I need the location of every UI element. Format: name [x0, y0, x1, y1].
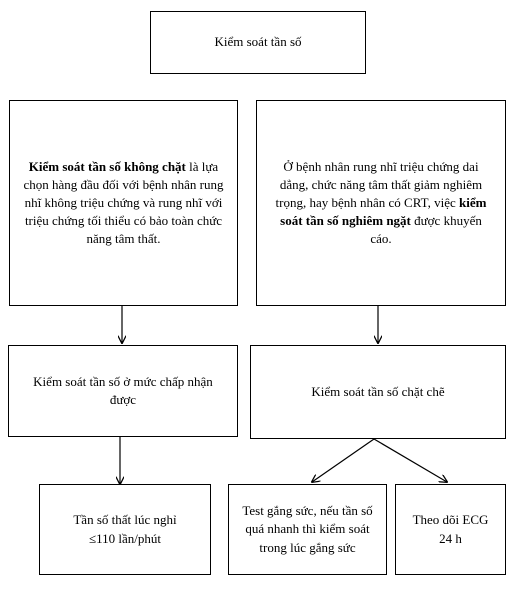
box-strict-rate-control — [250, 345, 506, 439]
box-resting-heart-rate — [39, 484, 211, 575]
arrow-right-mid-to-bottom-a — [312, 439, 374, 482]
box-ecg-monitoring — [395, 484, 506, 575]
box-strict-rate-control-text: Kiểm soát tần số chặt chẽ — [311, 383, 445, 399]
box-lenient-rate-control — [9, 100, 238, 306]
strict-pre-text: Ở bệnh nhân rung nhĩ triệu chứng dai dẳng, chức năng tâm thất giảm nghiêm trọng, hay bệnh nhân có CRT, việc — [275, 158, 483, 210]
lenient-bold-text: Kiểm soát tần số không chặt — [28, 158, 186, 174]
box-acceptable-rate-control-text: Kiểm soát tần số ở mức chấp nhận được — [33, 373, 213, 407]
strict-post-text: được khuyến cáo. — [370, 213, 482, 247]
resting-heart-rate-line2: ≤110 lần/phút — [88, 530, 161, 546]
box-acceptable-rate-control — [8, 345, 238, 437]
box-rate-control-text: Kiểm soát tần số — [214, 34, 302, 50]
box-ecg-monitoring-text — [413, 511, 489, 547]
box-resting-heart-rate-text — [73, 511, 176, 547]
resting-heart-rate-line1: Tần số thất lúc nghỉ — [73, 512, 177, 528]
lenient-body-text: là lựa chọn hàng đầu đối với bệnh nhân rung nhĩ không triệu chứng và rung nhĩ với triệu chứng tối thiểu có bảo toàn chức năng tâm thất. — [23, 158, 224, 247]
box-lenient-rate-control-text — [22, 158, 225, 249]
ecg-monitoring-line1: Theo dõi ECG — [412, 512, 489, 528]
box-strict-recommendation-text — [269, 158, 493, 249]
arrow-right-mid-to-bottom-b — [374, 439, 447, 482]
box-rate-control — [150, 11, 366, 74]
box-strict-rate-control-recommendation — [256, 100, 506, 306]
box-exercise-test — [228, 484, 387, 575]
ecg-monitoring-line2: 24 h — [439, 530, 462, 546]
box-exercise-test-text: Test gắng sức, nếu tần số quá nhanh thì kiểm soát trong lúc gắng sức — [242, 503, 373, 555]
strict-bold-text: kiểm soát tần số nghiêm ngặt — [280, 194, 487, 229]
